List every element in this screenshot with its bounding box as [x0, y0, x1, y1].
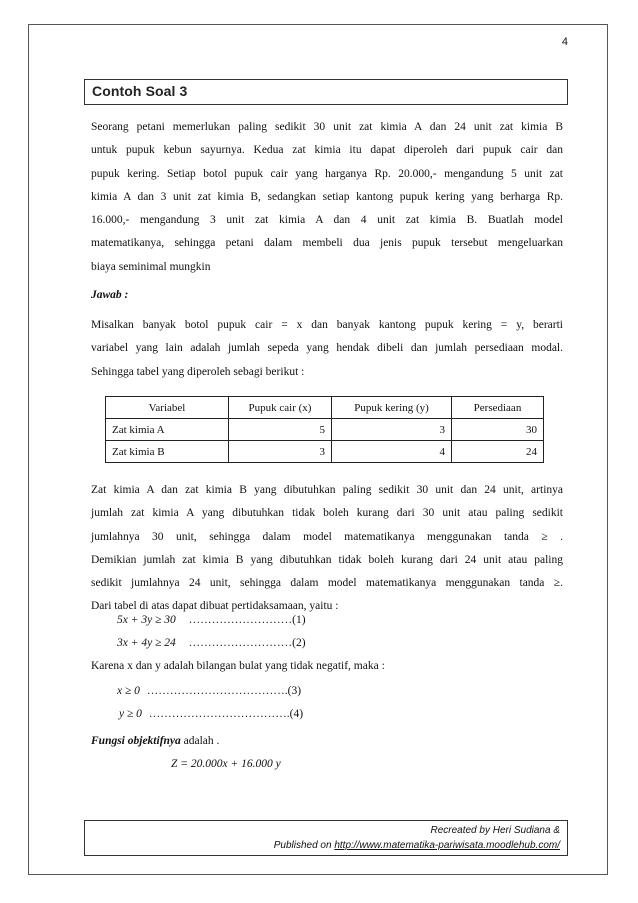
data-table: [105, 396, 544, 463]
answer-intro-line: Misalkan banyak botol pupuk cair = x dan banyak kantong pupuk kering = y, berarti: [91, 319, 563, 331]
explanation-line: jumlahnya 30 unit, sehingga dalam model matematikanya menggunakan tanda ≥ .: [91, 530, 563, 543]
table-header: Persediaan: [452, 397, 544, 419]
nonneg-dots: ……………………………….(3): [146, 685, 302, 697]
problem-line: pupuk kering. Setiap botol pupuk cair yang harganya Rp. 20.000,- mengandung 5 unit zat: [91, 167, 563, 180]
inequality-dots: ………………………(2): [188, 637, 306, 649]
footer-link[interactable]: http://www.matematika-pariwisata.moodlehub.com/: [334, 840, 560, 851]
table-header: Pupuk cair (x): [229, 397, 332, 419]
answer-intro-paragraph: [91, 314, 563, 384]
inequality-2: [117, 637, 306, 649]
objective-expression: Z = 20.000x + 16.000 y: [171, 758, 281, 770]
table-cell: 24: [452, 441, 544, 463]
table-header: Pupuk kering (y): [332, 397, 452, 419]
explanation-line: jumlah zat kimia A yang dibutuhkan tidak boleh kurang dari 30 unit atau paling sedikit: [91, 507, 563, 520]
inequality-1: [117, 614, 306, 626]
footer: [84, 820, 568, 856]
nonneg-expression: y ≥ 0: [119, 708, 142, 720]
answer-intro-line: Sehingga tabel yang diperoleh sebagi berikut :: [91, 365, 305, 378]
nonneg-intro: Karena x dan y adalah bilangan bulat yang tidak negatif, maka :: [91, 660, 385, 672]
title-box: [84, 79, 568, 105]
objective-heading: [91, 735, 219, 747]
footer-published: [274, 840, 560, 851]
table-header: Variabel: [106, 397, 229, 419]
problem-paragraph: [91, 116, 563, 279]
table-cell: 3: [229, 441, 332, 463]
nonneg-2: [119, 708, 303, 720]
explanation-line: Zat kimia A dan zat kimia B yang dibutuhkan paling sedikit 30 unit dan 24 unit, artinya: [91, 484, 563, 496]
explanation-paragraph: [91, 479, 563, 619]
table-cell: 4: [332, 441, 452, 463]
table-row: [106, 441, 544, 463]
problem-line: matematikanya, sehingga petani dalam membeli dua jenis pupuk tersebut mengeluarkan: [91, 237, 563, 250]
problem-line: untuk pupuk kebun sayurnya. Kedua zat kimia itu dapat diperoleh dari pupuk cair dan: [91, 144, 563, 157]
inequality-dots: ………………………(1): [188, 614, 306, 626]
explanation-line: Dari tabel di atas dapat dibuat pertidaksamaan, yaitu :: [91, 600, 339, 613]
inequality-expression: 5x + 3y ≥ 30: [117, 614, 176, 626]
table-cell: Zat kimia A: [106, 419, 229, 441]
problem-line: biaya seminimal mungkin: [91, 260, 211, 273]
table-cell: 30: [452, 419, 544, 441]
inequality-expression: 3x + 4y ≥ 24: [117, 637, 176, 649]
answer-heading: Jawab :: [91, 289, 129, 301]
problem-line: 16.000,- mengandung 3 unit zat kimia A dan 4 unit zat kimia B. Buatlah model: [91, 214, 563, 227]
table-header-row: [106, 397, 544, 419]
nonneg-expression: x ≥ 0: [117, 685, 140, 697]
table-cell: Zat kimia B: [106, 441, 229, 463]
nonneg-1: [117, 685, 301, 697]
objective-label: Fungsi objektifnya: [91, 735, 181, 747]
table-cell: 5: [229, 419, 332, 441]
problem-line: Seorang petani memerlukan paling sedikit 30 unit zat kimia A dan 24 unit zat kimia B: [91, 121, 563, 133]
objective-suffix: adalah .: [180, 735, 220, 747]
objective-function: [171, 758, 281, 770]
footer-credit: Recreated by Heri Sudiana &: [430, 825, 560, 836]
table-row: [106, 419, 544, 441]
answer-intro-line: variabel yang lain adalah jumlah sepeda yang hendak dibeli dan jumlah persediaan modal.: [91, 342, 563, 355]
footer-published-prefix: Published on: [273, 840, 335, 851]
page-number: 4: [561, 36, 568, 48]
problem-line: kimia A dan 3 unit zat kimia B, sedangkan setiap kantong pupuk kering yang berharga Rp.: [91, 190, 563, 203]
explanation-line: sedikit jumlahnya 24 unit, sehingga dalam model matematikanya menggunakan tanda ≥.: [91, 577, 563, 590]
section-title: Contoh Soal 3: [92, 83, 188, 99]
nonneg-dots: ……………………………….(4): [148, 708, 304, 720]
explanation-line: Demikian jumlah zat kimia B yang dibutuhkan tidak boleh kurang dari 24 unit atau paling: [91, 553, 563, 566]
table-cell: 3: [332, 419, 452, 441]
